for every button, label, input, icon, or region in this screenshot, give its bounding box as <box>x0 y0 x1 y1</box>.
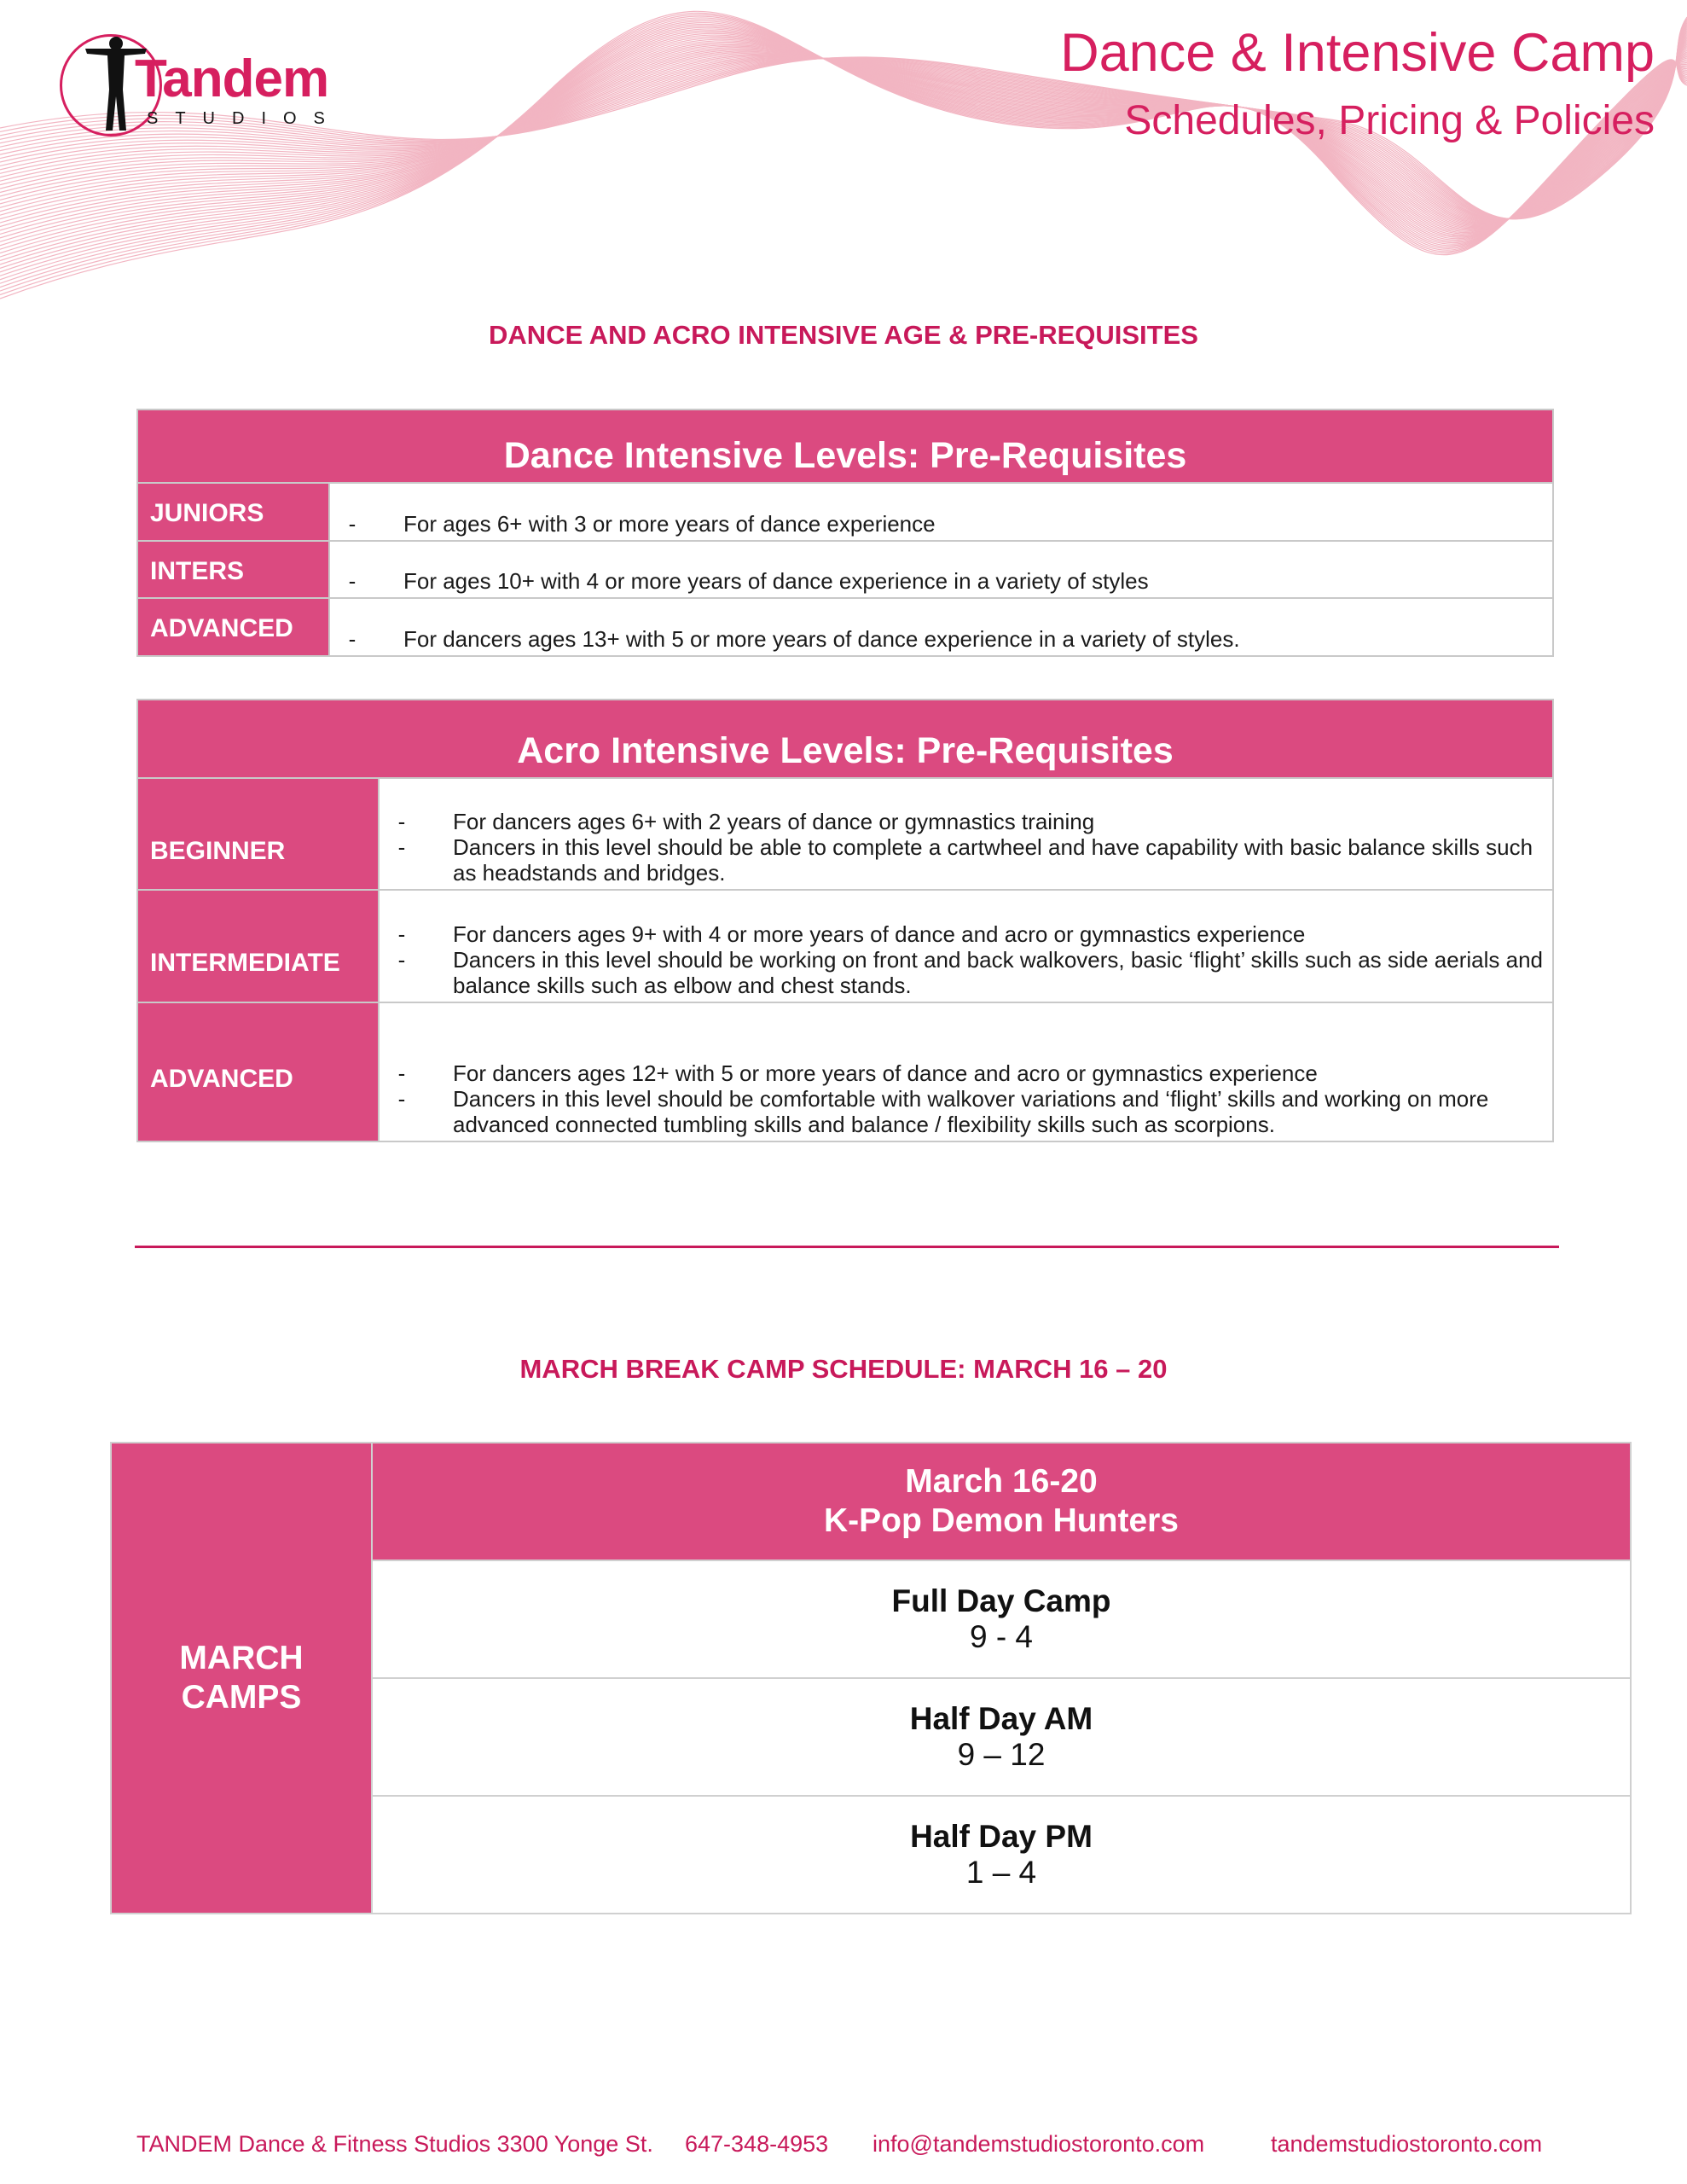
side-label-line: CAMPS <box>181 1679 302 1716</box>
section-divider <box>135 1246 1559 1248</box>
dance-intensive-table <box>136 409 1554 657</box>
level-description: - For ages 10+ with 4 or more years of dance experience in a variety of styles <box>329 541 1553 598</box>
level-label: INTERS <box>137 541 329 598</box>
slot-name: Half Day PM <box>910 1819 1093 1854</box>
level-description: - For dancers ages 13+ with 5 or more years of dance experience in a variety of styles. <box>329 598 1553 656</box>
acro-table-title: Acro Intensive Levels: Pre-Requisites <box>137 700 1553 778</box>
footer-email[interactable]: info@tandemstudiostoronto.com <box>872 2131 1205 2157</box>
level-label: ADVANCED <box>137 1002 379 1141</box>
slot-name: Full Day Camp <box>891 1583 1111 1618</box>
table-row <box>137 890 1553 1002</box>
footer-phone[interactable]: 647-348-4953 <box>685 2131 829 2157</box>
requirement-text: For dancers ages 13+ with 5 or more years of dance experience in a variety of styles. <box>403 626 1240 652</box>
level-description: - For dancers ages 12+ with 5 or more years of dance and acro or gymnastics experience - Dancers in this level should be comfortable with walkover variations and ‘flight’ skills and working on more advanced connected tumbling skills and balance / flexibility skills such as scorpions. <box>379 1002 1553 1141</box>
slot-name: Half Day AM <box>909 1701 1093 1736</box>
table-row <box>137 778 1553 890</box>
table-row <box>137 1002 1553 1141</box>
level-label: INTERMEDIATE <box>137 890 379 1002</box>
slot-time: 9 - 4 <box>969 1619 1034 1654</box>
logo-subtitle: STUDIOS <box>147 109 342 128</box>
prerequisites-heading: DANCE AND ACRO INTENSIVE AGE & PRE-REQUISITES <box>489 320 1198 350</box>
page-title: Dance & Intensive Camp <box>1060 23 1655 83</box>
footer-website[interactable]: tandemstudiostoronto.com <box>1271 2131 1543 2157</box>
requirement-text: Dancers in this level should be working on front and back walkovers, basic ‘flight’ skills such as side aerials and balance skills such as elbow and chest stands. <box>453 947 1543 998</box>
camp-header <box>372 1443 1631 1560</box>
footer-address: TANDEM Dance & Fitness Studios 3300 Yonge St. <box>136 2131 653 2157</box>
acro-intensive-table <box>136 699 1554 1142</box>
camp-dates: March 16-20 <box>905 1463 1098 1500</box>
march-camp-table <box>110 1442 1632 1914</box>
dance-table-title: Dance Intensive Levels: Pre-Requisites <box>137 410 1553 483</box>
requirement-text: Dancers in this level should be able to complete a cartwheel and have capability with basic balance skills such as headstands and bridges. <box>453 834 1533 886</box>
requirement-text: For dancers ages 6+ with 2 years of dance or gymnastics training <box>453 809 1095 834</box>
requirement-text: For dancers ages 12+ with 5 or more years of dance and acro or gymnastics experience <box>453 1060 1318 1086</box>
table-row <box>137 541 1553 598</box>
level-description: - For ages 6+ with 3 or more years of dance experience <box>329 483 1553 541</box>
table-row <box>137 598 1553 656</box>
level-description: - For dancers ages 9+ with 4 or more years of dance and acro or gymnastics experience - Dancers in this level should be working on front and back walkovers, basic ‘flight’ skills such as side aerials and balance skills such as elbow and chest stands. <box>379 890 1553 1002</box>
level-label: ADVANCED <box>137 598 329 656</box>
march-break-heading: MARCH BREAK CAMP SCHEDULE: MARCH 16 – 20 <box>519 1354 1168 1384</box>
slot-time: 1 – 4 <box>965 1855 1037 1890</box>
camp-slot <box>372 1796 1631 1914</box>
side-label-line: MARCH <box>179 1640 304 1676</box>
tandem-logo <box>60 30 367 141</box>
slot-time: 9 – 12 <box>957 1737 1046 1772</box>
camp-slot <box>372 1678 1631 1796</box>
requirement-text: For ages 6+ with 3 or more years of dance experience <box>403 511 936 537</box>
logo-wordmark: Tandem <box>135 49 329 108</box>
requirement-text: For ages 10+ with 4 or more years of dance experience in a variety of styles <box>403 568 1149 594</box>
page-subtitle: Schedules, Pricing & Policies <box>1124 98 1655 143</box>
camp-slot <box>372 1560 1631 1678</box>
requirement-text: Dancers in this level should be comfortable with walkover variations and ‘flight’ skills and working on more advanced connected tumbling skills and balance / flexibility skills such as scorpions. <box>453 1086 1489 1137</box>
march-camps-label <box>111 1443 372 1914</box>
camp-theme: K-Pop Demon Hunters <box>823 1502 1179 1539</box>
requirement-text: For dancers ages 9+ with 4 or more years of dance and acro or gymnastics experience <box>453 921 1306 947</box>
level-description: - For dancers ages 6+ with 2 years of dance or gymnastics training - Dancers in this level should be able to complete a cartwheel and have capability with basic balance skills such as headstands and bridges. <box>379 778 1553 890</box>
table-row <box>137 483 1553 541</box>
level-label: JUNIORS <box>137 483 329 541</box>
level-label: BEGINNER <box>137 778 379 890</box>
